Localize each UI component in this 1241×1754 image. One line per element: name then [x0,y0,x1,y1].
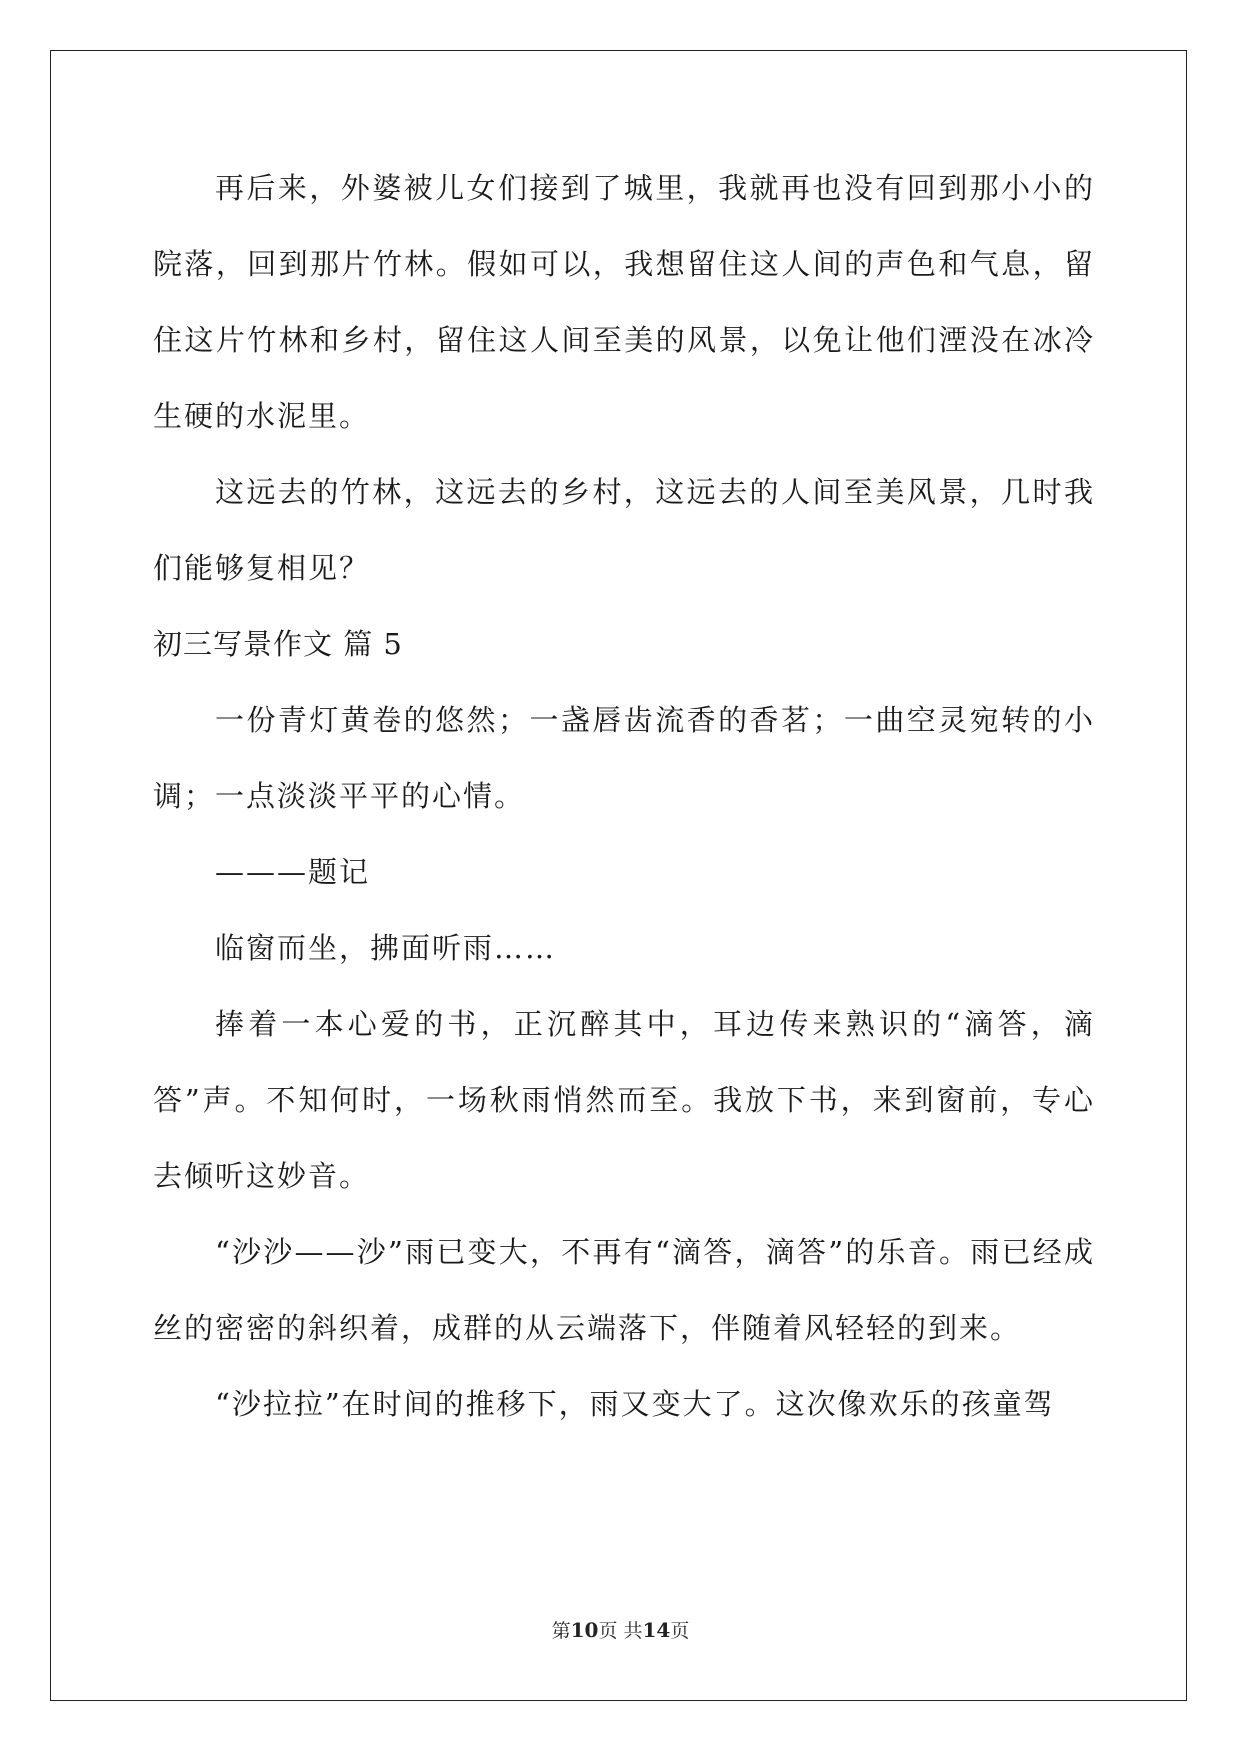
epigraph-attribution: ———题记 [215,855,371,889]
paragraph: 临窗而坐，拂面听雨…… [215,931,557,965]
total-pages-number: 14 [642,1618,671,1642]
section-heading: 初三写景作文 篇 5 [153,627,403,661]
footer-prefix: 第 [551,1620,571,1642]
paragraph: 再后来，外婆被儿女们接到了城里，我就再也没有回到那小小的院落，回到那片竹林。假如可以，我想留住这人间的声色和气息，留住这片竹林和乡村，留住这人间至美的风景，以免让他们湮没在冰冷生硬的水泥里。 [153,171,1095,433]
paragraph: 捧着一本心爱的书，正沉醉其中，耳边传来熟识的“滴答，滴答”声。不知何时，一场秋雨悄然而至。我放下书，来到窗前，专心去倾听这妙音。 [153,1007,1095,1193]
current-page-number: 10 [570,1618,599,1642]
footer-suffix: 页 [670,1620,690,1642]
page-footer [0,1616,1241,1643]
document-body [153,150,1095,1442]
footer-mid: 页 共 [598,1620,643,1642]
paragraph: “沙拉拉”在时间的推移下，雨又变大了。这次像欢乐的孩童驾 [215,1387,1055,1421]
paragraph: 这远去的竹林，这远去的乡村，这远去的人间至美风景，几时我们能够复相见？ [153,475,1095,585]
paragraph: 一份青灯黄卷的悠然；一盏唇齿流香的香茗；一曲空灵宛转的小调；一点淡淡平平的心情。 [153,703,1095,813]
paragraph: “沙沙——沙”雨已变大，不再有“滴答，滴答”的乐音。雨已经成丝的密密的斜织着，成群的从云端落下，伴随着风轻轻的到来。 [153,1235,1095,1345]
